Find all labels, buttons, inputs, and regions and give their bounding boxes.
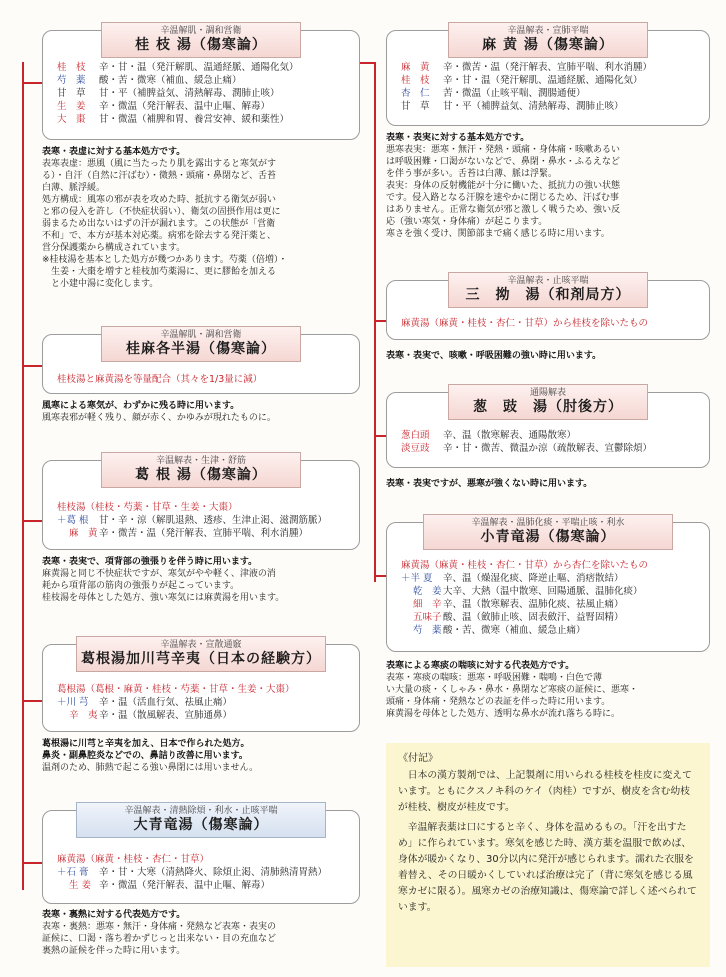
herb-row: 桂枝湯と麻黄湯を等量配合（其々を1/3量に減）	[57, 374, 263, 385]
card-subtitle: 辛温解表・清熱除煩・利水・止咳平喘	[124, 806, 278, 816]
card-daiseiryuto	[42, 806, 360, 904]
herb-row	[401, 598, 701, 611]
herb-name: 麻 黄	[401, 62, 430, 73]
desc-line: 表寒・寒痰の喘咳：悪寒・呼吸困難・喘鳴・白色で薄	[386, 673, 603, 683]
desc-line: 裏熱の証候を伴った時に用います。	[42, 946, 186, 956]
desc-lead: 表寒・表実ですが、悪寒が強くない時に用います。	[386, 479, 593, 489]
herb-desc: 辛、温（散寒解表、通陽散寒）	[443, 430, 577, 441]
herb-desc: 辛・微温（発汗解表、温中止嘔、解毒）	[99, 880, 271, 891]
card-header	[448, 272, 648, 308]
herb-row	[401, 61, 701, 74]
card-header	[448, 384, 648, 420]
note-paragraph: 辛温解表薬は口にすると辛く、身体を温めるもの。「汗を出すため」に作られています。寒気を感じた時、漢方薬を温服で飲めば、身体が暖かくなり、30分以内に発汗が感じられます。濡れた衣服を着替え、その日暖かくしていれば治療は完了（背に寒気を感じる風寒カゼに限る）。風寒カゼの治療知識は、傷寒論で詳しく述べられています。	[398, 822, 697, 913]
herb-row	[57, 879, 351, 892]
herb-desc: 辛・甘・温（発汗解肌、温通経脈、通陽化気）	[99, 62, 299, 73]
herb-row	[57, 527, 351, 540]
card-keishito	[42, 26, 360, 140]
herb-row: 麻黄湯（麻黄・桂枝・杏仁・甘草）から杏仁を除いたもの	[401, 560, 649, 571]
herb-name: 芍 薬	[413, 625, 442, 636]
card-subtitle: 辛温解表・温肺化痰・平喘止咳・利水	[471, 518, 625, 528]
connector-left-3	[22, 520, 42, 522]
herb-row: 麻黄湯（麻黄・桂枝・杏仁・甘草）	[57, 854, 210, 865]
desc-lead: 表寒・裏熱に対する代表処方です。	[42, 910, 186, 920]
card-sanouto	[386, 276, 710, 340]
herb-name: 甘 草	[57, 88, 86, 99]
herb-name: ＋川 芎	[57, 697, 89, 708]
card-header	[101, 452, 301, 488]
desc-kakkontokasenkyushini	[42, 738, 362, 774]
herb-desc: 甘・平（補脾益気、清熱解毒、潤肺止咳）	[443, 101, 624, 112]
desc-line: と邪の侵入を許し（不快症状弱い）、衛気の固摂作用は更に	[42, 207, 281, 217]
card-kakkonto	[42, 456, 360, 550]
card-keimakakuhanto	[42, 330, 360, 394]
card-kakkontokasenkyushini	[42, 640, 360, 732]
desc-line: い大量の痰・くしゃみ・鼻水・鼻閉など寒痰の証候に、悪寒・	[386, 685, 639, 695]
connector-left-4	[22, 700, 42, 702]
herb-name: 葱白頭	[401, 430, 430, 441]
card-title: 葛根湯加川芎辛夷（日本の経験方）	[81, 651, 321, 667]
herb-desc: 苦・微温（止咳平喘、潤腸通便）	[443, 88, 586, 99]
desc-keishito	[42, 146, 362, 290]
card-header	[101, 326, 301, 362]
desc-lead: 表寒・表実に対する基本処方です。	[386, 133, 530, 143]
herb-desc: 酸・苦、微寒（補血、緩急止痛）	[443, 625, 586, 636]
herb-desc: 大辛、大熱（温中散寒、回陽通脈、温肺化痰）	[443, 586, 643, 597]
herb-row	[57, 100, 351, 113]
herb-row: 麻黄湯（麻黄・桂枝・杏仁・甘草）から桂枝を除いたもの	[401, 318, 649, 329]
herb-row	[401, 611, 701, 624]
connector-left-2	[22, 365, 42, 367]
herb-name: 芍 薬	[57, 75, 86, 86]
desc-line: る）・自汗（自然に汗ばむ）・微熱・頭痛・鼻閉など、舌苔	[42, 171, 277, 181]
card-maoto	[386, 26, 710, 126]
desc-line: 温剤のため、肺熱で起こる強い鼻閉には用いません。	[42, 763, 259, 773]
desc-line: はありません。正常な衛気が邪と激しく戦うため、強い反	[386, 205, 621, 215]
herb-row	[401, 87, 701, 100]
herb-name: 桂 枝	[57, 62, 86, 73]
card-header	[448, 22, 648, 58]
herb-row	[401, 442, 701, 455]
herb-desc: 甘・辛・涼（解肌退熱、透疹、生津止渇、滋潤筋脈）	[99, 515, 328, 526]
desc-line: 証候に、口渇・落ち着かずじっと出来ない・目の充血など	[42, 934, 277, 944]
herb-name: 淡豆豉	[401, 443, 430, 454]
card-shoseiryuto	[386, 518, 710, 652]
card-header	[423, 514, 673, 550]
card-subtitle: 辛温解肌・調和営衛	[160, 26, 242, 36]
herb-row	[57, 696, 351, 709]
desc-lead: 表寒・表虚に対する基本処方です。	[42, 147, 186, 157]
card-title: 桂麻各半湯（傷寒論）	[126, 341, 276, 357]
note-title: 《付記》	[398, 753, 438, 764]
herb-row	[57, 514, 351, 527]
herb-desc: 辛、温（燥湿化痰、降逆止嘔、消痞散結）	[443, 573, 624, 584]
herb-name: 杏 仁	[401, 88, 430, 99]
desc-line: 処方構成：風寒の邪が表を攻めた時、抵抗する衛気が弱い	[42, 195, 277, 205]
herb-name: 辛 夷	[69, 710, 98, 721]
herb-row	[57, 709, 351, 722]
card-title: 麻 黄 湯（傷寒論）	[482, 37, 614, 53]
herb-desc: 辛・甘・微苦、微温か涼（疏散解表、宣鬱除煩）	[443, 443, 653, 454]
herb-row	[57, 87, 351, 100]
herb-desc: 辛・甘・温（発汗解肌、温通経脈、通陽化気）	[443, 75, 643, 86]
card-subtitle: 辛温解表・生津・舒筋	[155, 456, 246, 466]
desc-line: 寒さを強く受け、関節部まで痛く感じる時に用います。	[386, 229, 610, 239]
desc-line: 悪寒表実：悪寒・無汗・発熱・頭痛・身体痛・咳嗽あるい	[386, 145, 621, 155]
herb-desc: 甘・微温（補脾和胃、養営安神、緩和薬性）	[99, 114, 290, 125]
connector-left	[22, 62, 24, 890]
desc-line: 応（強い寒気・身体痛）が起こります。	[386, 217, 548, 227]
card-subtitle: 辛温解表・宣散通竅	[160, 640, 242, 650]
herb-row	[401, 624, 701, 637]
herb-name: 甘 草	[401, 101, 430, 112]
desc-line: 表寒・裏熱：悪寒・無汗・身体痛・発熱など表寒・表実の	[42, 922, 277, 932]
herb-row: 葛根湯（葛根・麻黄・桂枝・芍薬・甘草・生姜・大棗）	[57, 684, 295, 695]
herb-desc: 辛・微苦・温（発汗解表、宣肺平喘、利水消腫）	[443, 62, 653, 73]
desc-line: ※桂枝湯を基本とした処方が幾つかあります。芍薬（倍増）・	[42, 255, 288, 265]
desc-line: 麻黄湯と同じ不快症状ですが、寒気がやや軽く、津液の消	[42, 569, 276, 579]
desc-line: 鼻炎・副鼻腔炎などでの、鼻詰り改善に用います。	[42, 751, 248, 761]
herb-row	[401, 429, 701, 442]
desc-line: は呼吸困難・口渇がないなどで、鼻閉・鼻水・ふるえなど	[386, 157, 620, 167]
desc-line: 弱まるため出ないはずの汗が漏れます。この状態が「営衛	[42, 219, 276, 229]
connector-left-1	[22, 82, 42, 84]
herb-name: ＋葛 根	[57, 515, 89, 526]
herb-desc: 辛・微苦・温（発汗解表、宣肺平喘、利水消腫）	[99, 528, 309, 539]
desc-line: 生姜・大棗を増すと桂枝加芍薬湯に、更に膠飴を加える	[42, 267, 277, 277]
herb-desc: 辛・温（散風解表、宣肺通鼻）	[99, 710, 233, 721]
card-soshito	[386, 388, 710, 468]
herb-row	[401, 74, 701, 87]
card-subtitle: 辛温解表・止咳平喘	[507, 276, 589, 286]
herb-desc: 辛・甘・大寒（清熱降火、除煩止渇、清肺熱清胃熱）	[99, 867, 328, 878]
desc-line: です。侵入路となる汗腺を速やかに閉じるため、汗ばむ事	[386, 193, 619, 203]
herb-row	[401, 572, 701, 585]
desc-daiseiryuto	[42, 909, 362, 957]
desc-line: 頭痛・身体痛・発熱などの表証を伴った時に用います。	[386, 697, 611, 707]
desc-kakkonto	[42, 556, 362, 604]
herb-name: 生 姜	[57, 101, 86, 112]
desc-soshito	[386, 478, 710, 490]
connector-right	[374, 62, 376, 582]
desc-line: 営分保護薬から構成されています。	[42, 243, 186, 253]
herb-desc: 甘・平（補脾益気、清熱解毒、潤肺止咳）	[99, 88, 280, 99]
card-subtitle: 辛温解表・宣肺平喘	[507, 26, 589, 36]
desc-lead: 葛根湯に川芎と辛夷を加え、日本で作られた処方。	[42, 739, 250, 749]
herb-row	[57, 113, 351, 126]
card-header	[76, 802, 326, 838]
card-title: 葛 根 湯（傷寒論）	[135, 467, 267, 483]
card-subtitle: 通陽解表	[529, 388, 566, 398]
card-title: 葱 豉 湯（肘後方）	[473, 399, 623, 415]
herb-name: 細 辛	[413, 599, 442, 610]
herb-name: ＋半 夏	[401, 573, 433, 584]
card-header	[76, 636, 326, 672]
herb-desc: 酸、温（斂肺止咳、固表斂汗、益腎固精）	[443, 612, 624, 623]
herb-desc: 辛・微温（発汗解表、温中止嘔、解毒）	[99, 101, 271, 112]
desc-line: 耗から項背部の筋肉の強張りが起こっています。	[42, 581, 240, 591]
desc-line: 風寒表邪が軽く残り、顔が赤く、かゆみが現れたものに。	[42, 413, 276, 423]
card-title: 三 拗 湯（和剤局方）	[465, 287, 631, 303]
desc-line: と小建中湯に変化します。	[42, 279, 159, 289]
card-title: 桂 枝 湯（傷寒論）	[135, 37, 267, 53]
note-paragraph: 日本の漢方製剤では、上記製剤に用いられる桂枝を桂皮に変えています。ともにクスノキ科のケイ（肉桂）ですが、樹皮を含む幼枝が桂枝、樹皮が桂皮です。	[398, 770, 692, 813]
desc-maoto	[386, 132, 710, 240]
herb-name: 大 棗	[57, 114, 86, 125]
herb-name: ＋石 膏	[57, 867, 89, 878]
herb-row	[57, 74, 351, 87]
herb-desc: 辛、温（散寒解表、温肺化痰、祛風止痛）	[443, 599, 624, 610]
desc-keimakakuhanto	[42, 400, 362, 424]
desc-lead: 風寒による寒気が、わずかに残る時に用います。	[42, 401, 240, 411]
desc-line: 表実：身体の反射機能が十分に働いた、抵抗力の強い状態	[386, 181, 621, 191]
appendix-note	[386, 743, 710, 967]
herb-name: 乾 姜	[413, 586, 442, 597]
desc-line: 麻黄湯を母体とした処方、透明な鼻水が流れ落ちる時に。	[386, 709, 621, 719]
herb-name: 麻 黄	[69, 528, 98, 539]
herb-row	[401, 585, 701, 598]
herb-name: 生 姜	[69, 880, 92, 891]
desc-line: 不和」で、本方が基本対応薬。病邪を除去する発汗薬と、	[42, 231, 276, 241]
desc-lead: 表寒・表実で、項背部の強張りを伴う時に用います。	[42, 557, 258, 567]
connector-left-5	[22, 862, 42, 864]
desc-lead: 表寒・表実で、咳嗽・呼吸困難の強い時に用います。	[386, 351, 602, 361]
herb-name: 桂 枝	[401, 75, 430, 86]
desc-sanouto	[386, 350, 710, 362]
herb-desc: 酸・苦・微寒（補血、緩急止痛）	[99, 75, 242, 86]
desc-line: を伴う事が多い。舌苔は白薄、脈は浮緊。	[386, 169, 558, 179]
herb-row	[57, 61, 351, 74]
desc-line: 白薄、脈浮緩。	[42, 183, 106, 193]
card-title: 小青竜湯（傷寒論）	[480, 529, 616, 545]
herb-row	[57, 866, 351, 879]
herb-desc: 辛・温（活血行気、祛風止痛）	[99, 697, 233, 708]
herb-name: 五味子	[413, 612, 442, 623]
card-title: 大青竜湯（傷寒論）	[133, 817, 269, 833]
herb-row: 桂枝湯（桂枝・芍薬・甘草・生姜・大棗）	[57, 502, 238, 513]
desc-line: 表寒表虚：悪風（風に当たったり肌を露出すると寒気がす	[42, 159, 277, 169]
desc-shoseiryuto	[386, 660, 710, 720]
card-header	[101, 22, 301, 58]
desc-lead: 表寒による寒痰の喘咳に対する代表処方です。	[386, 661, 575, 671]
desc-line: 桂枝湯を母体とした処方、強い寒気には麻黄湯を用います。	[42, 593, 285, 603]
herb-row	[401, 100, 701, 113]
card-subtitle: 辛温解肌・調和営衛	[160, 330, 242, 340]
